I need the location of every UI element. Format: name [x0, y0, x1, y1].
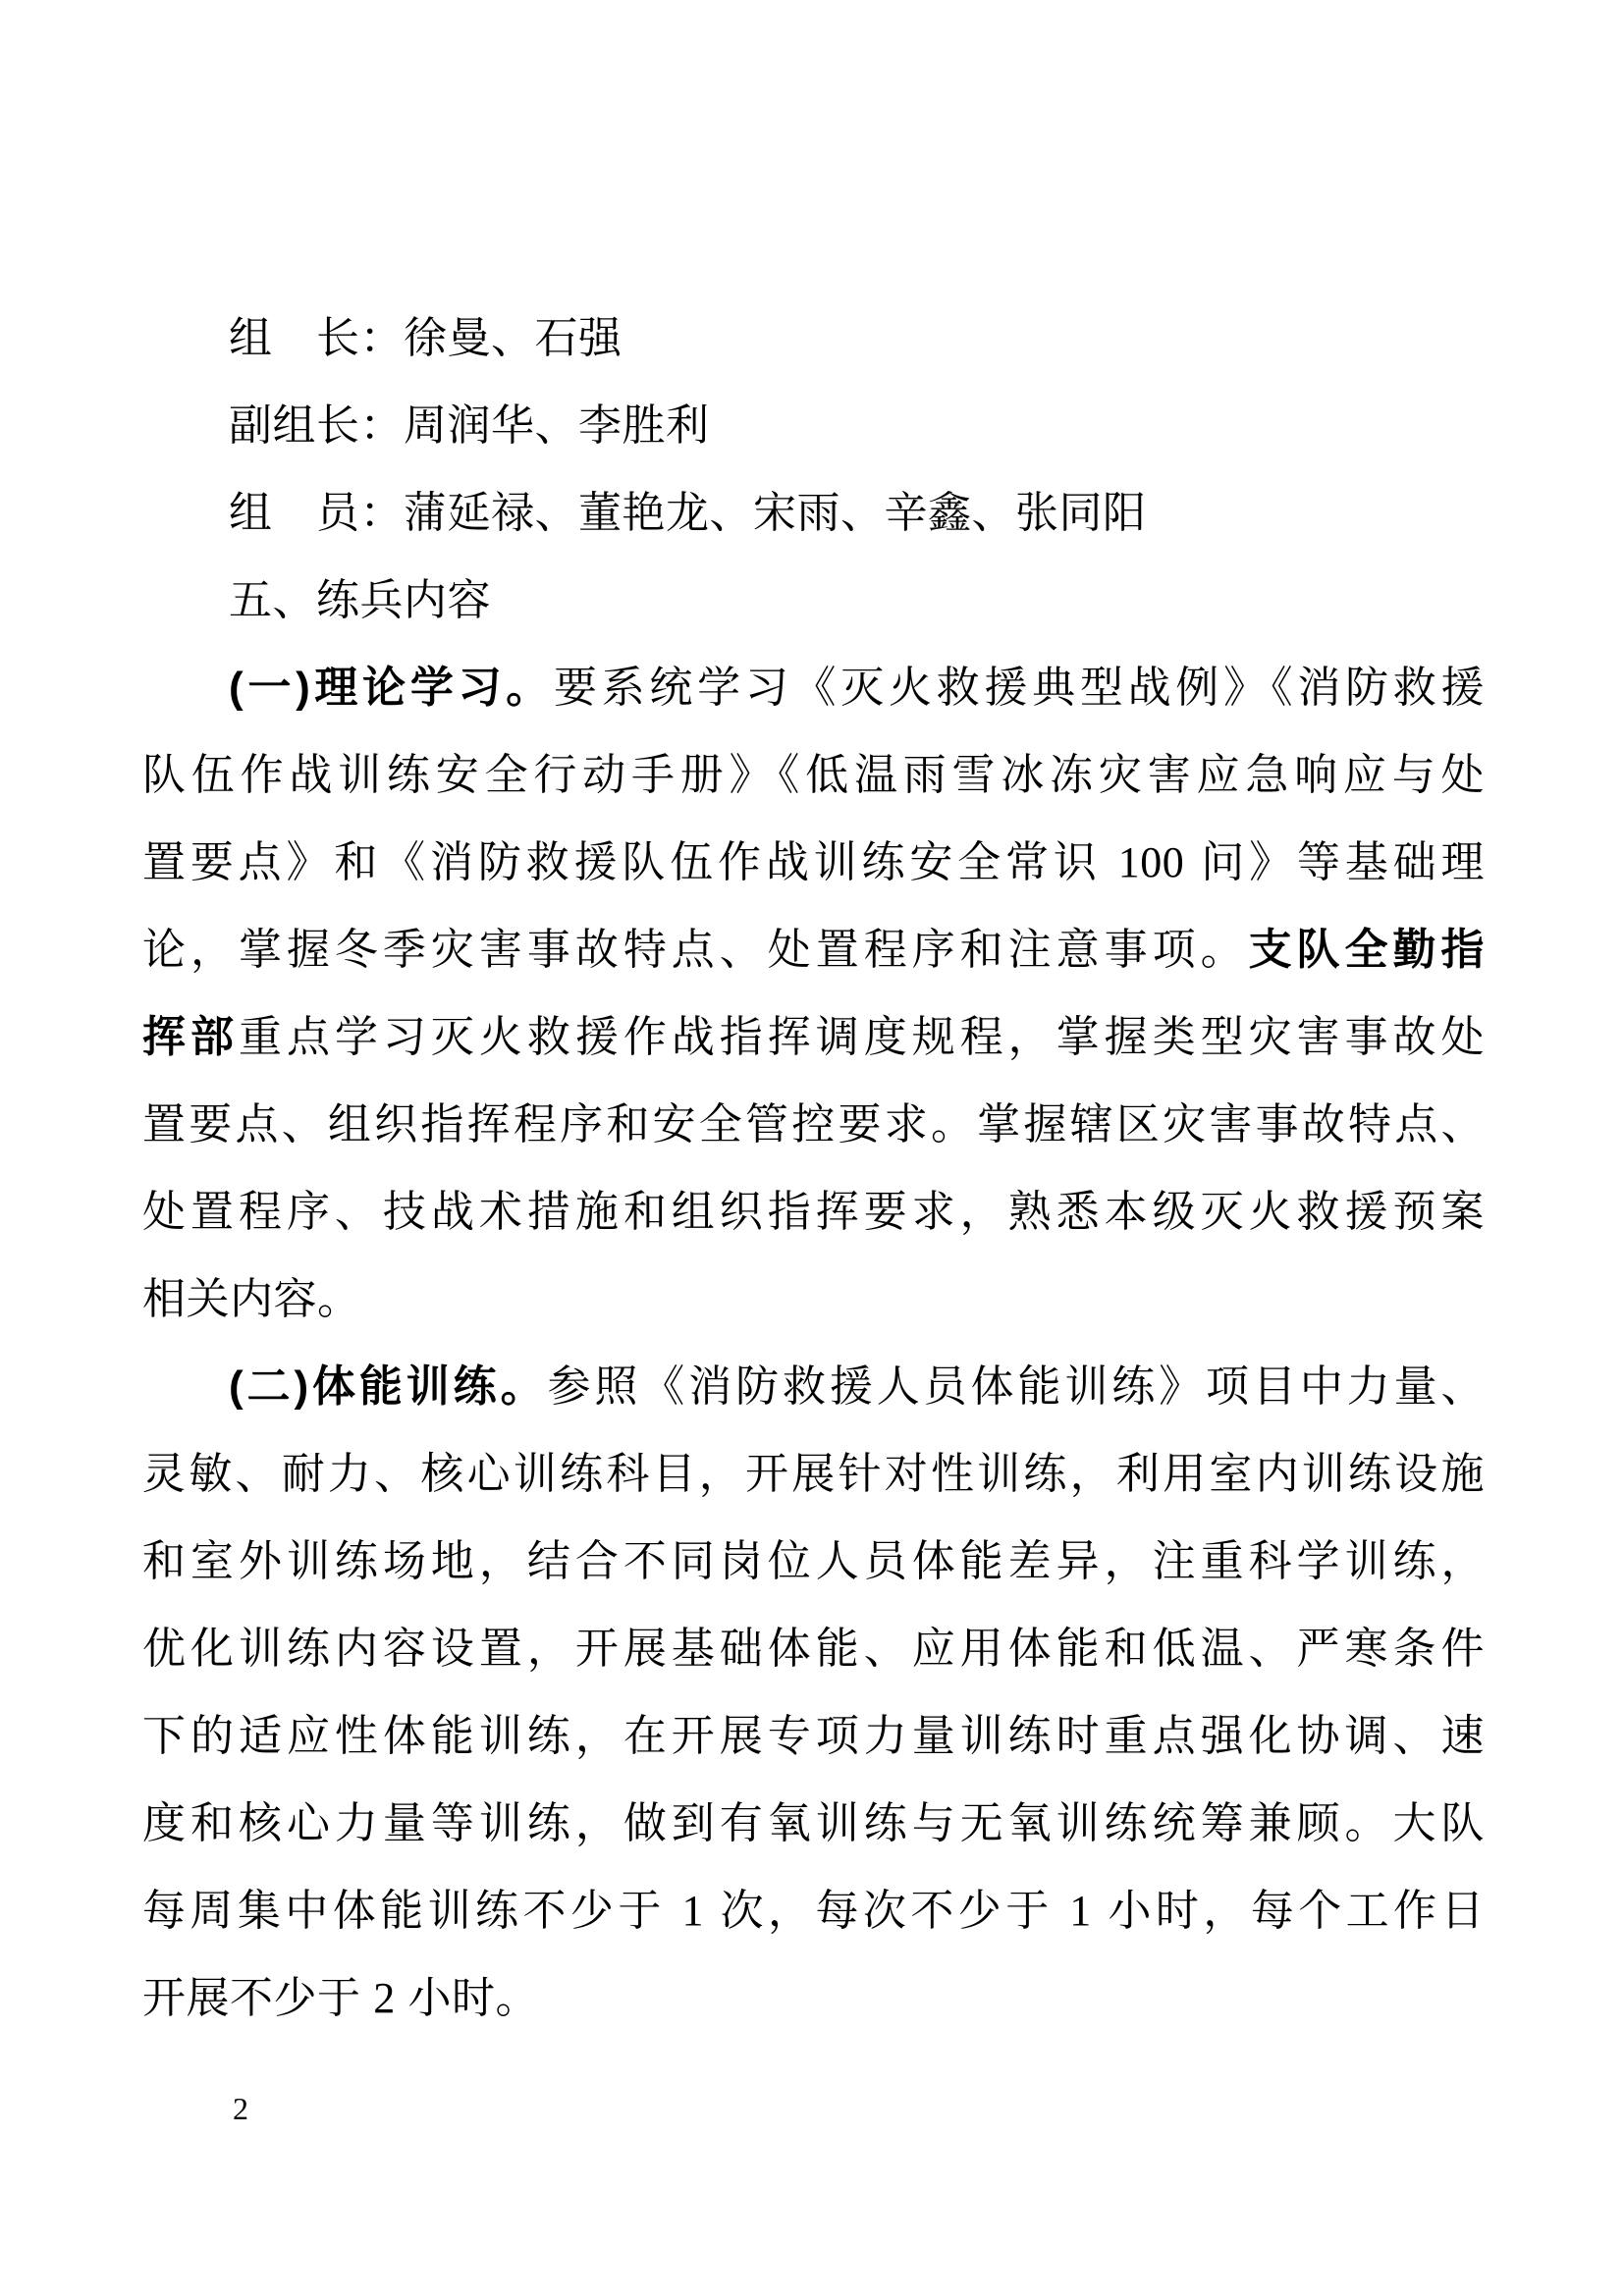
bold-text-segment: (一)理论学习。 [229, 664, 554, 712]
text-line [142, 1430, 1485, 1518]
text-segment: 度和核心力量等训练，做到有氧训练与无氧训练统筹兼顾。大队 [142, 1799, 1485, 1847]
text-segment: 相关内容。 [142, 1275, 361, 1323]
text-segment: 2 [373, 1974, 396, 2022]
text-segment: 每周集中体能训练不少于 [142, 1887, 682, 1935]
bold-text-segment: 支队全勤指 [1248, 926, 1486, 974]
text-segment: 1 [1069, 1887, 1092, 1935]
text-line [142, 1081, 1485, 1168]
text-line [142, 731, 1485, 819]
bold-text-segment: 挥部 [142, 1013, 239, 1061]
text-segment: 五、练兵内容 [229, 576, 491, 624]
text-segment: 置要点、组织指挥程序和安全管控要求。掌握辖区灾害事故特点、 [142, 1100, 1485, 1148]
text-line [142, 819, 1485, 906]
text-segment: 组 长：徐曼、石强 [229, 314, 623, 362]
text-segment: 重点学习灭火救援作战指挥调度规程，掌握类型灾害事故处 [238, 1013, 1486, 1061]
text-line [142, 557, 1485, 644]
text-segment: 1 [681, 1887, 704, 1935]
text-segment: 开展不少于 [142, 1974, 374, 2022]
text-segment: 100 [1117, 838, 1185, 886]
text-line [142, 1518, 1485, 1605]
text-line [142, 993, 1485, 1081]
text-segment: 要系统学习《灭火救援典型战例》《消防救援 [554, 664, 1486, 712]
text-line [142, 382, 1485, 469]
text-segment: 组 员：蒲延禄、董艳龙、宋雨、辛鑫、张同阳 [229, 489, 1147, 537]
text-line [142, 1692, 1485, 1780]
text-line [142, 906, 1485, 993]
document-body [142, 294, 1485, 2042]
text-segment: 参照《消防救援人员体能训练》项目中力量、 [547, 1362, 1486, 1411]
text-segment: 小时。 [395, 1974, 539, 2022]
text-line [142, 644, 1485, 731]
text-segment: 处置程序、技战术措施和组织指挥要求，熟悉本级灭火救援预案 [142, 1188, 1485, 1236]
text-segment: 小时，每个工作日 [1091, 1887, 1485, 1935]
text-line [142, 1168, 1485, 1255]
text-segment: 副组长：周润华、李胜利 [229, 401, 710, 450]
text-line [142, 1954, 1485, 2042]
text-line [142, 1605, 1485, 1692]
text-line [142, 1343, 1485, 1430]
text-segment: 队伍作战训练安全行动手册》《低温雨雪冰冻灾害应急响应与处 [142, 751, 1485, 799]
text-segment: 下的适应性体能训练，在开展专项力量训练时重点强化协调、速 [142, 1712, 1485, 1760]
text-line [142, 1867, 1485, 1954]
text-segment: 优化训练内容设置，开展基础体能、应用体能和低温、严寒条件 [142, 1625, 1485, 1673]
text-segment: 灵敏、耐力、核心训练科目，开展针对性训练，利用室内训练设施 [142, 1450, 1485, 1498]
bold-text-segment: (二)体能训练。 [229, 1362, 548, 1411]
text-line [142, 294, 1485, 382]
text-line [142, 1780, 1485, 1867]
text-segment: 和室外训练场地，结合不同岗位人员体能差异，注重科学训练， [142, 1537, 1485, 1585]
text-segment: 次，每次不少于 [703, 1887, 1070, 1935]
page-number: 2 [233, 2091, 248, 2126]
text-line [142, 1255, 1485, 1343]
text-line [142, 469, 1485, 557]
text-segment: 置要点》和《消防救援队伍作战训练安全常识 [142, 838, 1118, 886]
text-segment: 论，掌握冬季灾害事故特点、处置程序和注意事项。 [142, 926, 1249, 974]
text-segment: 问》等基础理 [1184, 838, 1485, 886]
